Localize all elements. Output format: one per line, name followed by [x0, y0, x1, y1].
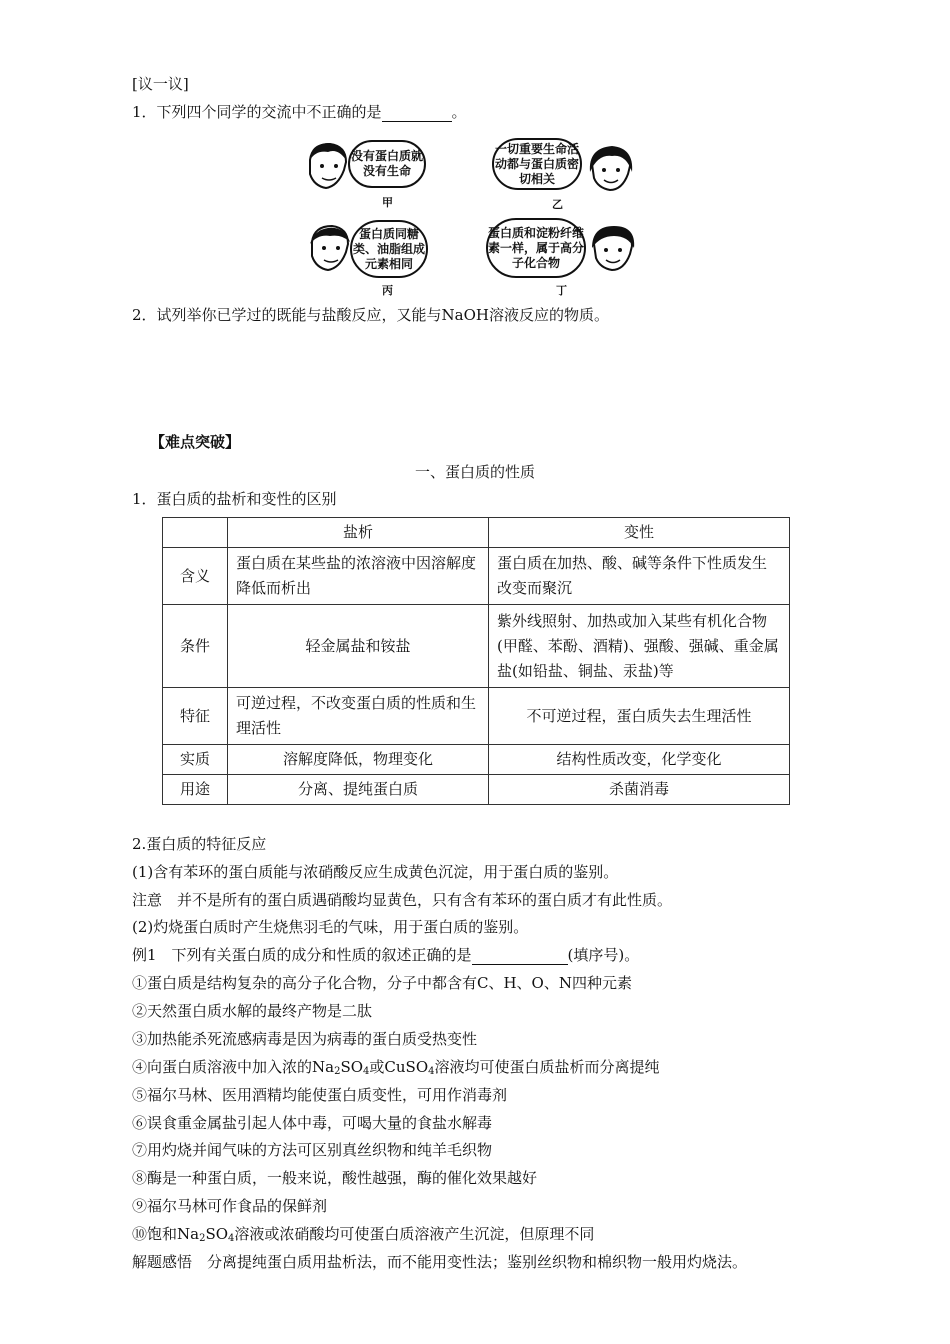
- student-illustration: [300, 134, 645, 297]
- table-row: [163, 548, 790, 605]
- table-cell: 分离、提纯蛋白质: [228, 775, 489, 805]
- table-row: [163, 688, 790, 745]
- row-label: 含义: [163, 548, 228, 605]
- option-4: ④向蛋白质溶液中加入浓的$Na_2SO_4$或CuSO$_4$溶液均可使蛋白质盐析而分离提纯: [132, 1058, 660, 1077]
- option-3: ③加热能杀死流感病毒是因为病毒的蛋白质受热变性: [132, 1030, 478, 1048]
- speech-bubble-jia: 没有蛋白质就没有生命: [348, 140, 426, 188]
- face-icon: [302, 140, 352, 192]
- note: 注意 并不是所有的蛋白质遇硝酸均显黄色，只有含有苯环的蛋白质才有此性质。: [132, 891, 673, 909]
- label-jia: 甲: [382, 196, 393, 209]
- label-ding: 丁: [556, 284, 567, 297]
- option-6: ⑥误食重金属盐引起人体中毒，可喝大量的食盐水解毒: [132, 1114, 493, 1132]
- breakthrough-heading: 【难点突破】: [150, 433, 241, 451]
- option-10: ⑩饱和$Na_2SO_4$溶液或浓硝酸均可使蛋白质溶液产生沉淀，但原理不同: [132, 1225, 595, 1244]
- row-label: 实质: [163, 745, 228, 775]
- label-bing: 丙: [382, 284, 393, 297]
- table-row: [163, 775, 790, 805]
- speech-bubble-bing: 蛋白质同糖类、油脂组成元素相同: [350, 220, 428, 278]
- table-row: [163, 745, 790, 775]
- row-label: 特征: [163, 688, 228, 745]
- row-label: 条件: [163, 605, 228, 688]
- section-title: 一、蛋白质的性质: [414, 463, 535, 481]
- row-label: 用途: [163, 775, 228, 805]
- table-cell: 溶解度降低，物理变化: [228, 745, 489, 775]
- speech-bubble-ding: 蛋白质和淀粉纤维素一样，属于高分子化合物: [486, 218, 586, 278]
- option-9: ⑨福尔马林可作食品的保鲜剂: [132, 1197, 328, 1215]
- answer-blank[interactable]: [382, 107, 452, 122]
- table-header-cell: [163, 518, 228, 548]
- feature-2: (2)灼烧蛋白质时产生烧焦羽毛的气味，用于蛋白质的鉴别。: [132, 918, 529, 936]
- question-2: 2．试列举你已学过的既能与盐酸反应，又能与NaOH溶液反应的物质。: [132, 306, 609, 324]
- table-cell: 不可逆过程，蛋白质失去生理活性: [489, 688, 790, 745]
- table-cell: 可逆过程，不改变蛋白质的性质和生理活性: [228, 688, 489, 745]
- option-2: ②天然蛋白质水解的最终产物是二肽: [132, 1002, 373, 1020]
- table-header-row: [163, 518, 790, 548]
- table-cell: 蛋白质在某些盐的浓溶液中因溶解度降低而析出: [228, 548, 489, 605]
- table-row: [163, 605, 790, 688]
- table-header-cell: 盐析: [228, 518, 489, 548]
- face-icon: [588, 222, 638, 274]
- face-icon: [304, 222, 354, 274]
- option-1: ①蛋白质是结构复杂的高分子化合物，分子中都含有C、H、O、N四种元素: [132, 974, 632, 992]
- option-5: ⑤福尔马林、医用酒精均能使蛋白质变性，可用作消毒剂: [132, 1086, 508, 1104]
- table-cell: 杀菌消毒: [489, 775, 790, 805]
- speech-bubble-yi: 一切重要生命活动都与蛋白质密切相关: [492, 138, 582, 190]
- example-stem: 例1 下列有关蛋白质的成分和性质的叙述正确的是 (填序号)。: [132, 946, 640, 964]
- comparison-table: [162, 517, 790, 805]
- discuss-heading: [议一议]: [132, 75, 189, 93]
- answer-blank[interactable]: [472, 950, 568, 965]
- table-header-cell: 变性: [489, 518, 790, 548]
- feature-1: (1)含有苯环的蛋白质能与浓硝酸反应生成黄色沉淀，用于蛋白质的鉴别。: [132, 863, 619, 881]
- subsection-1-title: 1．蛋白质的盐析和变性的区别: [132, 490, 337, 508]
- table-cell: 紫外线照射、加热或加入某些有机化合物(甲醛、苯酚、酒精)、强酸、强碱、重金属盐(如铅盐、铜盐、汞盐)等: [489, 605, 790, 688]
- option-7: ⑦用灼烧并闻气味的方法可区别真丝织物和纯羊毛织物: [132, 1141, 493, 1159]
- table-cell: 蛋白质在加热、酸、碱等条件下性质发生改变而聚沉: [489, 548, 790, 605]
- label-yi: 乙: [552, 198, 563, 211]
- solution-insight: 解题感悟 分离提纯蛋白质用盐析法，而不能用变性法；鉴别丝织物和棉织物一般用灼烧法。: [132, 1253, 748, 1271]
- features-title: 2.蛋白质的特征反应: [132, 835, 267, 853]
- face-icon: [586, 142, 636, 194]
- table-cell: 结构性质改变，化学变化: [489, 745, 790, 775]
- option-8: ⑧酶是一种蛋白质，一般来说，酸性越强，酶的催化效果越好: [132, 1169, 538, 1187]
- table-cell: 轻金属盐和铵盐: [228, 605, 489, 688]
- question-1: 1．下列四个同学的交流中不正确的是 。: [132, 103, 467, 121]
